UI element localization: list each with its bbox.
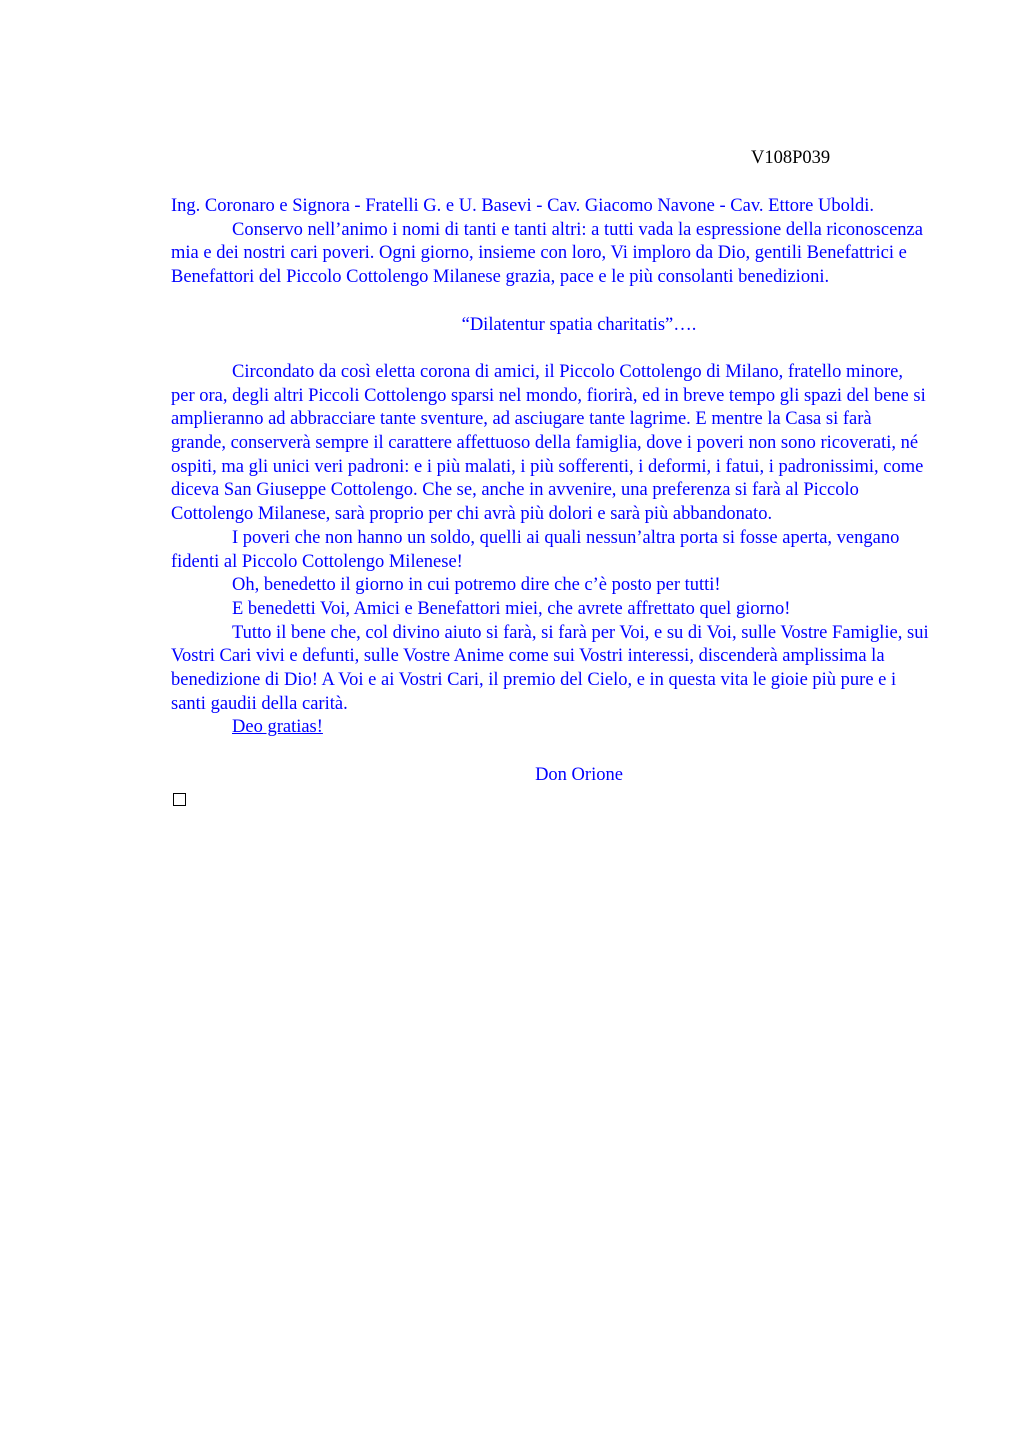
paragraph-future: Circondato da così eletta corona di amici, il Piccolo Cottolengo di Milano, fratello minore, per ora, degli altri Piccoli Cottolengo sparsi nel mondo, fiorirà, ed in breve tempo gli spazi del bene si amplieranno ad abbracciare tante sventure, ad asciugare tante lagrime. E mentre la Casa si farà grande, conserverà sempre il carattere affettuoso della famiglia, dove i poveri non sono ricoverati, né ospiti, ma gli unici veri padroni: e i più malati, i più sofferenti, i deformi, i fatui, i padronissimi, come diceva San Giuseppe Cottolengo. Che se, anche in avvenire, una preferenza si farà al Piccolo Cottolengo Milanese, sarà proprio per chi avrà più dolori e sarà più abbandonato. — [171, 361, 926, 525]
closing-line — [171, 716, 931, 740]
paragraph-blessing: Tutto il bene che, col divino aiuto si farà, si farà per Voi, e su di Voi, sulle Vostre Famiglie, sui Vostri Cari vivi e defunti, sulle Vostre Anime come sui Vostri interessi, discenderà amplissima la benedizione di Dio! A Voi e ai Vostri Cari, il premio del Cielo, e in questa vita le gioie più pure e i santi gaudii della carità. — [171, 622, 929, 714]
paragraph-blessed-day: Oh, benedetto il giorno in cui potremo dire che c’è posto per tutti! — [232, 575, 721, 596]
deo-gratias: Deo gratias! — [232, 717, 323, 738]
paragraph-poor: I poveri che non hanno un soldo, quelli ai quali nessun’altra porta si fosse aperta, vengano fidenti al Piccolo Cottolengo Milenese! — [171, 527, 900, 572]
signature: Don Orione — [535, 764, 623, 785]
paragraph-blessed-friends: E benedetti Voi, Amici e Benefattori miei, che avrete affrettato quel giorno! — [232, 598, 791, 619]
latin-motto: “Dilatentur spatia charitatis”…. — [461, 314, 697, 335]
paragraph-gratitude: Conservo nell’animo i nomi di tanti e tanti altri: a tutti vada la espressione della riconoscenza mia e dei nostri cari poveri. Ogni giorno, insieme con loro, Vi imploro da Dio, gentili Benefattrici e Benefattori del Piccolo Cottolengo Milanese grazia, pace e le più consolanti benedizioni. — [171, 219, 923, 288]
page-code: V108P039 — [751, 148, 831, 168]
benefactor-names: Ing. Coronaro e Signora - Fratelli G. e U. Basevi - Cav. Giacomo Navone - Cav. Ettore Uboldi. — [171, 196, 874, 216]
end-marker-box-icon — [173, 793, 186, 806]
letter-body — [171, 195, 931, 806]
